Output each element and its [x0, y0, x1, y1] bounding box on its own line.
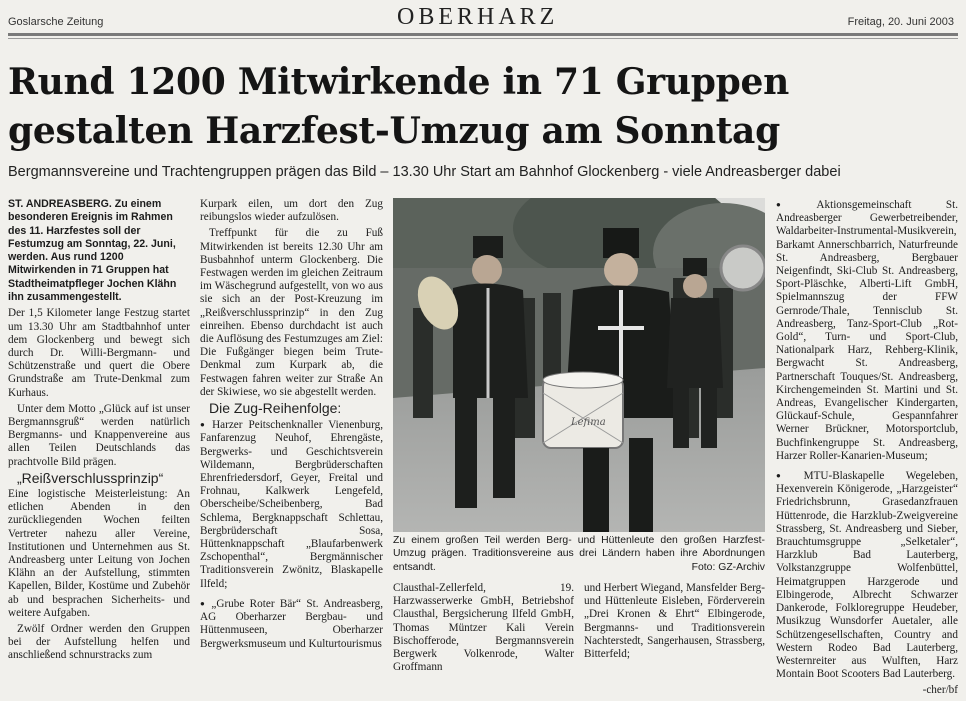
- section-subtitle: „Reißverschlussprinzip“: [17, 469, 164, 486]
- list-item: ● MTU-Blaskapelle Wegeleben, Hexenverein Königerode, „Harzgeister“ Friedrichsbrunn, Grasedanzfrauen Hüttenrode, die Harzklub-Zweigvereine Strassberg, St. Andreasberg und Sieber, Brauchtumsgruppe „Selketaler“, Harzklub Bad Lauterberg, Volkstanzgruppe Wolfenbüttel, Heimatgruppen Harzgerode und Elbingerode, Albrecht Schwarzer Dankerode, Folkloregruppe Heudeber, Musikzug Wunsdorfer Auetaler, alle Schützengesellschaften, Country and Western Rodeo Bad Lauterberg, Westernreiter aus Wulften, Harz Montain Boot Scooters Bad Lauterberg.: [776, 469, 958, 681]
- body-paragraph: und Herbert Wiegand, Mansfelder Berg- und Hüttenleute Eisleben, Förderverein „Drei Kronen & Ehrt“ Elbingerode, Bergmanns- und Traditionsverein Nachterstedt, Sangerhausen, Strassberg, Bitterfeld;: [584, 582, 765, 661]
- list-item: ● Harzer Peitschenknaller Vienenburg, Fanfarenzug Neuhof, Ehrengäste, Bergwerks- und Geschichtsverein Wildemann, Bergbrüderschaften Ehrenfriedersdorf, Geyer, Freital und Frohnau, Kalkwerk Lengefeld, Oberscheibe/Scheibenberg, Bad Schlema, Bergknappschaft Schlettau, Bergbrüderschaft Sosa, Hüttenknappschaft „Blaufarbenwerk Zschopenthal“, Bergmännischer Traditionsverein Zwönitz, Blaskapelle Ilfeld;: [200, 418, 383, 591]
- body-paragraph: Unter dem Motto „Glück auf ist unser Bergmannsgruß“ werden natürlich Bergmanns- und Knappenvereine aus allen Teilen Deutschlands das prachtvolle Bild prägen.: [8, 402, 190, 468]
- header-rule-thick: [8, 33, 958, 36]
- subheadline: Bergmannsvereine und Trachtengruppen prägen das Bild – 13.30 Uhr Start am Bahnhof Glockenberg - viele Andreasberger dabei: [8, 164, 841, 180]
- section-title: OBERHARZ: [397, 4, 559, 30]
- list-item: ● „Grube Roter Bär“ St. Andreasberg, AG Oberharzer Bergbau- und Hüttenmuseen, Oberharzer Bergwerksmuseum und Kulturtourismus: [200, 597, 383, 651]
- photo-caption: [393, 534, 765, 574]
- body-paragraph: Treffpunkt für die zu Fuß Mitwirkenden ist bereits 12.30 Uhr am Busbahnhof unterm Glockenberg. Die Festwagen werden im gleichen Zeitraum im Wäschegrund aufgestellt, von wo aus sie sich an der Post-Kreuzung im „Reißverschlussprinzip“ in den Zug einreihen. Ebenso durchdacht ist auch die Auflösung des Festumzuges am Ziel: Die Fußgänger biegen beim Trute-Denkmal zum Kurpark ab, die Festwagen fahren weiter zur Straße An der Skiwiese, wo sie abgestellt werden.: [200, 227, 383, 398]
- paper-name: Goslarsche Zeitung: [8, 16, 104, 28]
- column-1: [8, 198, 190, 666]
- body-paragraph: Der 1,5 Kilometer lange Festzug startet um 13.30 Uhr am Stadtbahnhof unter dem Glockenberg und bewegt sich durch Dr. Willi-Bergmann- und Schützenstraße und quert die Obere Grundstraße am Trute-Denkmal zum Kurhaus.: [8, 307, 190, 399]
- header-rule-thin: [8, 38, 958, 39]
- section-subtitle: Die Zug-Reihenfolge:: [209, 400, 342, 417]
- lead-paragraph: ST. ANDREASBERG. Zu einem besonderen Ereignis im Rahmen des 11. Harzfestes soll der Festumzug am Sonntag, 22. Juni, werden. Aus rund 1200 Mitwirkenden in 71 Gruppen hat Stadtheimatpfleger Jochen Klähn ihn zusammengestellt.: [8, 198, 177, 304]
- column-4: [584, 582, 765, 664]
- headline-line-1: Rund 1200 Mitwirkende in 71 Gruppen: [8, 61, 789, 103]
- body-paragraph: Zwölf Ordner werden den Gruppen bei der Aufstellung helfen und anschließend schnurstracks zum: [8, 623, 190, 662]
- author-signature: -cher/bf: [922, 684, 958, 697]
- column-2: [200, 198, 383, 654]
- photo-credit: Foto: GZ-Archiv: [691, 561, 765, 573]
- headline: [8, 58, 958, 156]
- caption-text: Zu einem großen Teil werden Berg- und Hüttenleute den großen Harzfest-Umzug prägen. Traditionsvereine aus drei Ländern haben ihre Abordnungen entsandt.: [393, 535, 765, 573]
- column-5: [776, 198, 958, 701]
- parade-photo: [393, 198, 765, 532]
- column-3: [393, 582, 574, 677]
- list-item: ● Aktionsgemeinschaft St. Andreasberger Gewerbetreibender, Waldarbeiter-Instrumental-Musikverein, Barkamt Annerschbarrich, Naturfreunde St. Andreasberg, Bergbauer Neigenfindt, Ski-Club St. Andreasberg, Sport-Pläschke, Alberti-Lift GmbH, Spielmannszug der FFW Gernrode/Thale, Tennisclub St. Andreasberg, Tanz-Sport-Club „Rot-Gold“, Turn- und Sport-Club, Nationalpark Harz, Rehberg-Klinik, Bergwacht St. Andreasberg, Partnerschaft Touques/St. Andreasberg, Kirchengemeinden St. Martini und St. Andreas, Evangelischer Kindergarten, Glückauf-Schule, Gespannfahrer Werner Brückner, Motorsportclub, Buchfinkengruppe St. Andreasberg, Harzer Roller-Kanarien-Museum;: [776, 198, 958, 463]
- svg-text:Lefima: Lefima: [571, 417, 606, 428]
- body-paragraph: Eine logistische Meisterleistung: An etlichen Abenden in den zurückliegenden Wochen feilten Vertreter nahezu aller Vereine, Institutionen und Unternehmen aus St. Andreasberg unter Leitung von Jochen Klähn an der Aufstellung, stimmten Kapellen, Bilder, Kostüme und Zubehör ab und besprachen Sicherheits- und weitere Aufgaben.: [8, 488, 190, 619]
- headline-line-2: gestalten Harzfest-Umzug am Sonntag: [8, 110, 780, 152]
- body-paragraph: Clausthal-Zellerfeld, 19. Harzwasserwerke GmbH, Betriebshof Clausthal, Bergsicherung Ilfeld GmbH, Thomas Müntzer Kali Verein Bischofferode, Bergmannsverein Bergwerk Volkenrode, Walter Groffmann: [393, 582, 574, 674]
- issue-date: Freitag, 20. Juni 2003: [847, 16, 954, 28]
- parade-photo-illustration: [393, 198, 765, 532]
- body-paragraph: Kurpark eilen, um dort den Zug reibungslos wieder aufzulösen.: [200, 198, 383, 224]
